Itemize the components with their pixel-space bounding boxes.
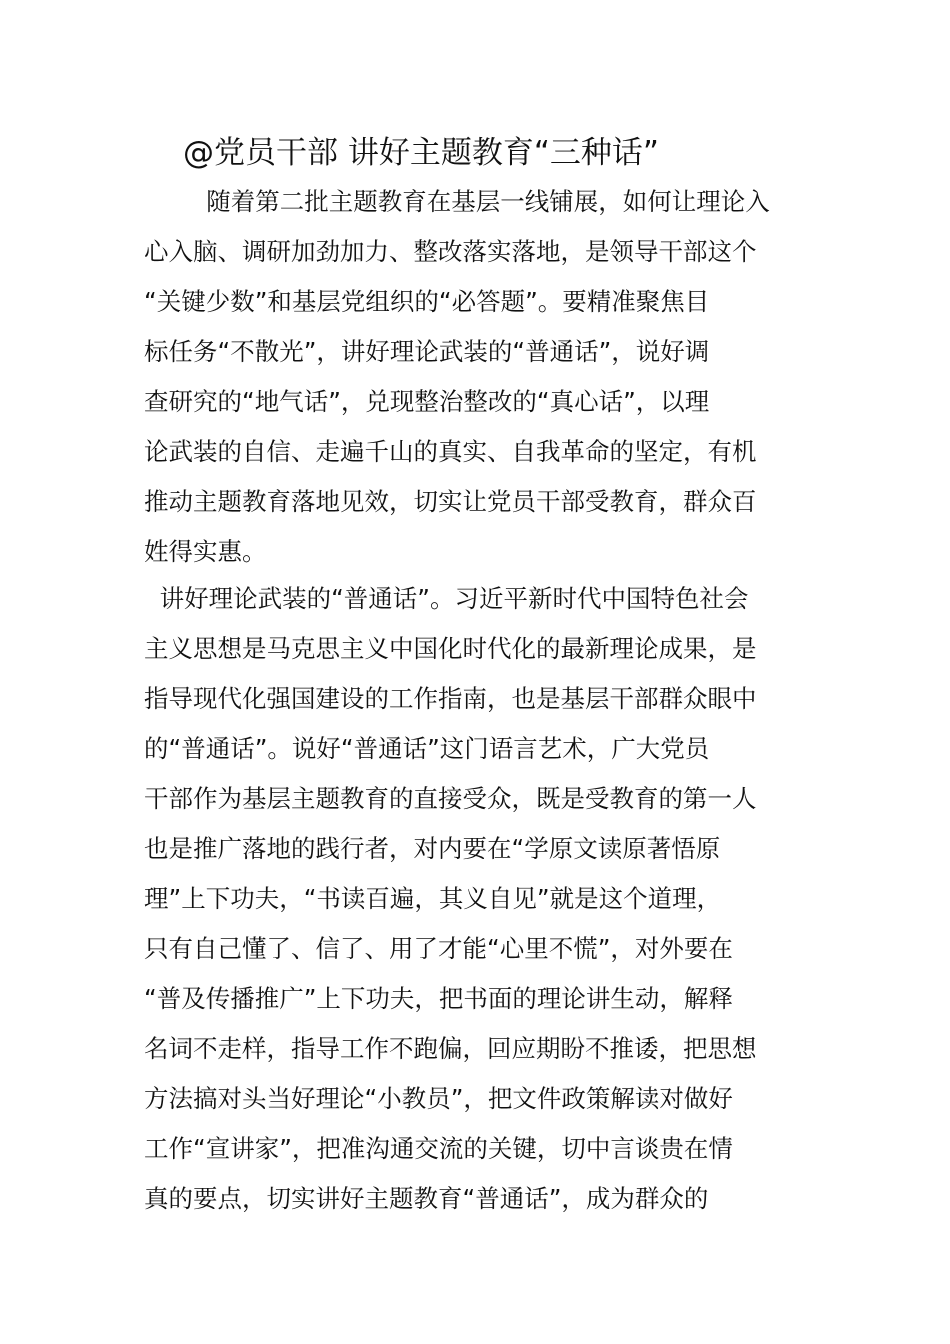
text-line: 讲好理论武装的“普通话”。习近平新时代中国特色社会 (144, 584, 749, 613)
paragraph-intro (144, 177, 808, 577)
document-title: @党员干部 讲好主题教育“三种话” (183, 135, 659, 171)
text-line: “关键少数”和基层党组织的“必答题”。要精准聚焦目 (144, 287, 710, 316)
text-line: 方法搞对头当好理论“小教员”，把文件政策解读对做好 (144, 1084, 733, 1113)
text-line: 标任务“不散光”，讲好理论武装的“普通话”，说好调 (144, 337, 710, 366)
text-line: 指导现代化强国建设的工作指南，也是基层干部群众眼中 (144, 684, 757, 713)
text-line: 查研究的“地气话”，兑现整治整改的“真心话”，以理 (144, 387, 710, 416)
text-line: 干部作为基层主题教育的直接受众，既是受教育的第一人 (144, 784, 757, 813)
text-line: 的“普通话”。说好“普通话”这门语言艺术，广大党员 (144, 734, 710, 763)
paragraph-putonghua (144, 574, 808, 1224)
text-line: 主义思想是马克思主义中国化时代化的最新理论成果，是 (144, 634, 757, 663)
text-line: “普及传播推广”上下功夫，把书面的理论讲生动，解释 (144, 984, 733, 1013)
text-line: 工作“宣讲家”，把准沟通交流的关键，切中言谈贵在情 (144, 1134, 733, 1163)
text-line: 姓得实惠。 (144, 537, 267, 566)
text-line: 论武装的自信、走遍千山的真实、自我革命的坚定，有机 (144, 437, 757, 466)
text-line: 推动主题教育落地见效，切实让党员干部受教育，群众百 (144, 487, 757, 516)
text-line: 也是推广落地的践行者，对内要在“学原文读原著悟原 (144, 834, 721, 863)
text-line: 理”上下功夫，“书读百遍，其义自见”就是这个道理， (144, 884, 722, 913)
text-line: 心入脑、调研加劲加力、整改落实落地，是领导干部这个 (144, 237, 757, 266)
text-line: 随着第二批主题教育在基层一线铺展，如何让理论入 (144, 187, 770, 216)
text-line: 真的要点，切实讲好主题教育“普通话”，成为群众的 (144, 1184, 709, 1213)
text-line: 只有自己懂了、信了、用了才能“心里不慌”，对外要在 (144, 934, 733, 963)
text-line: 名词不走样，指导工作不跑偏，回应期盼不推诿，把思想 (144, 1034, 757, 1063)
